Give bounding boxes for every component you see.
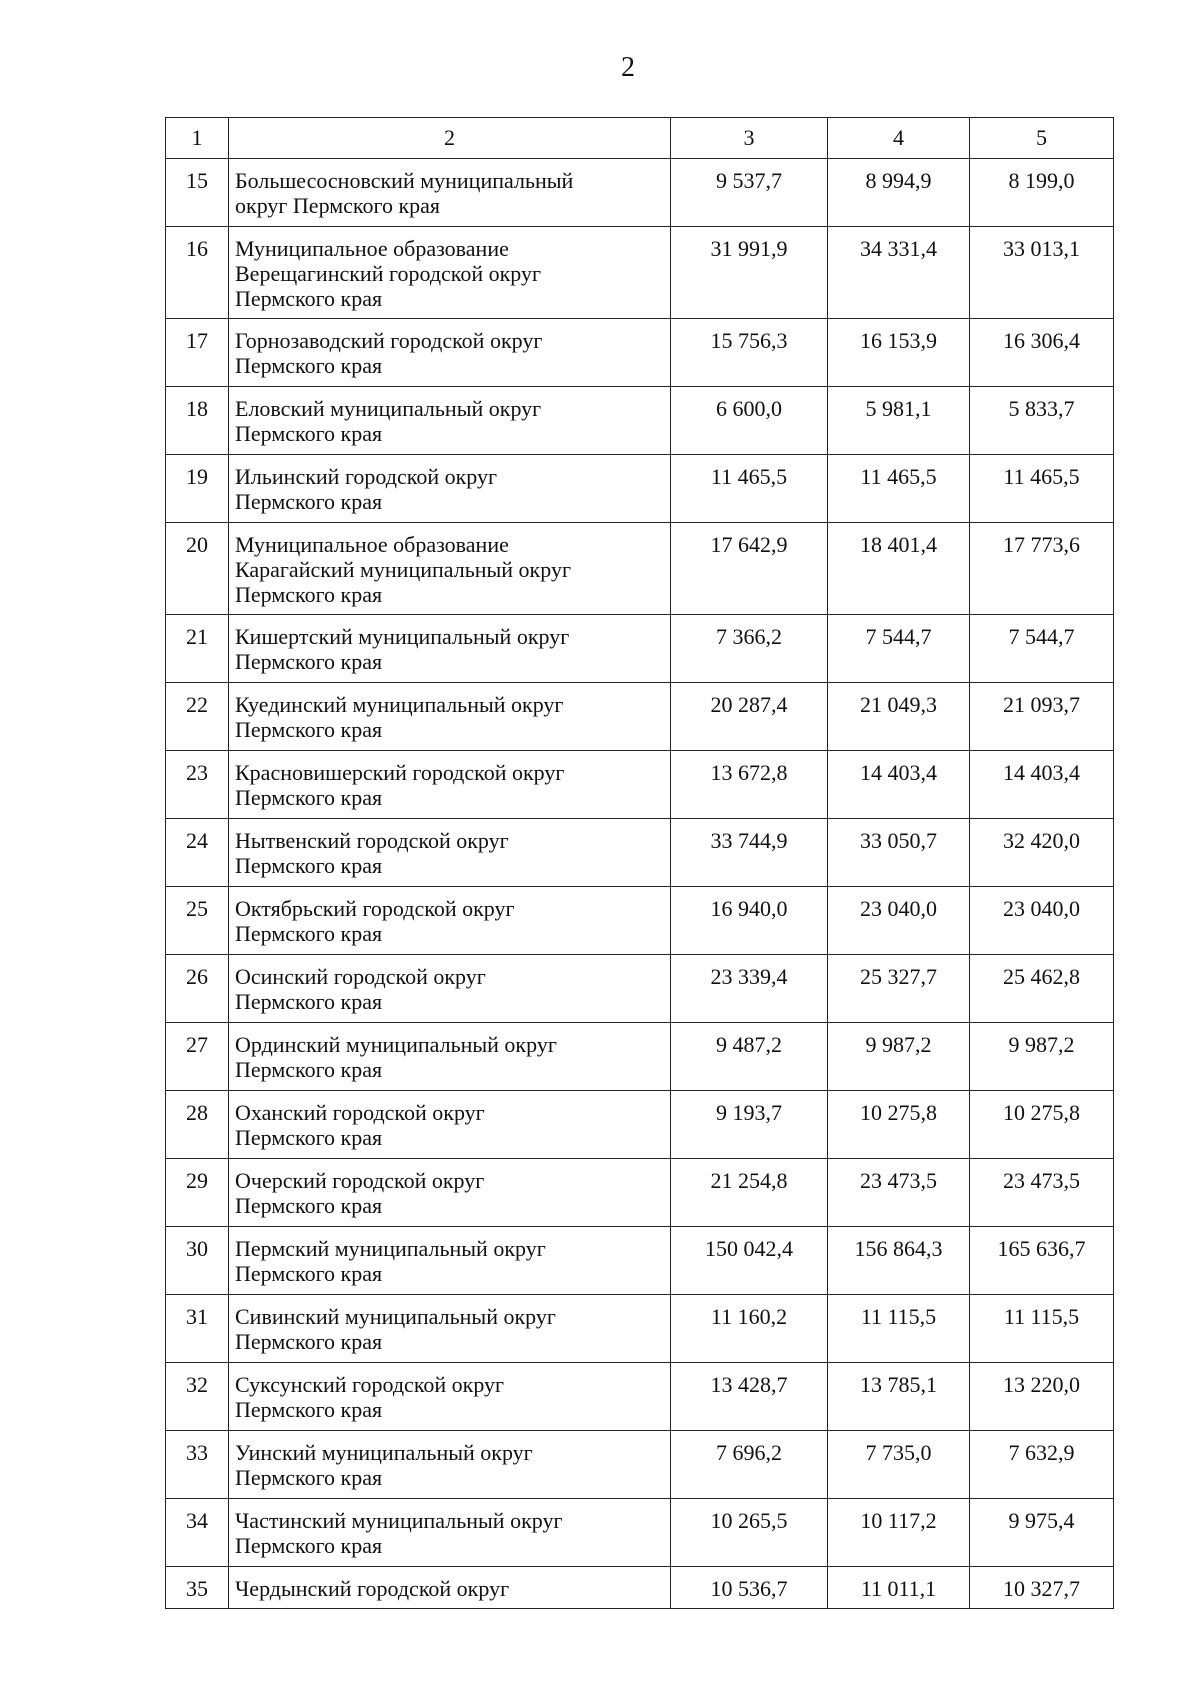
column-header-5: 5 [970,118,1114,159]
table-row [166,955,1114,1023]
row-number-cell: 15 [166,159,229,227]
municipality-name-cell: Частинский муниципальный округ Пермского края [229,1499,671,1567]
value-col3-cell: 21 254,8 [671,1159,828,1227]
value-col3-cell: 10 536,7 [671,1567,828,1609]
table-row [166,1227,1114,1295]
municipality-name-cell: Суксунский городской округ Пермского края [229,1363,671,1431]
row-number-cell: 17 [166,319,229,387]
value-col4-cell: 25 327,7 [828,955,970,1023]
value-col5-cell: 7 632,9 [970,1431,1114,1499]
value-col3-cell: 6 600,0 [671,387,828,455]
value-col5-cell: 10 275,8 [970,1091,1114,1159]
value-col4-cell: 11 465,5 [828,455,970,523]
municipality-name-cell: Уинский муниципальный округ Пермского края [229,1431,671,1499]
value-col4-cell: 14 403,4 [828,751,970,819]
value-col5-cell: 17 773,6 [970,523,1114,615]
row-number-cell: 33 [166,1431,229,1499]
value-col4-cell: 5 981,1 [828,387,970,455]
municipality-name-cell: Оханский городской округ Пермского края [229,1091,671,1159]
row-number-cell: 34 [166,1499,229,1567]
municipality-name-cell: Сивинский муниципальный округ Пермского края [229,1295,671,1363]
value-col4-cell: 11 115,5 [828,1295,970,1363]
value-col4-cell: 34 331,4 [828,227,970,319]
value-col3-cell: 11 465,5 [671,455,828,523]
municipality-name-cell: Пермский муниципальный округ Пермского края [229,1227,671,1295]
value-col5-cell: 32 420,0 [970,819,1114,887]
value-col5-cell: 10 327,7 [970,1567,1114,1609]
municipality-name-cell: Горнозаводский городской округ Пермского края [229,319,671,387]
table-row [166,1023,1114,1091]
value-col5-cell: 25 462,8 [970,955,1114,1023]
table-row [166,751,1114,819]
municipality-name-cell: Нытвенский городской округ Пермского края [229,819,671,887]
row-number-cell: 28 [166,1091,229,1159]
value-col4-cell: 10 117,2 [828,1499,970,1567]
value-col3-cell: 31 991,9 [671,227,828,319]
table-row [166,1567,1114,1609]
table-row [166,683,1114,751]
row-number-cell: 24 [166,819,229,887]
row-number-cell: 20 [166,523,229,615]
value-col4-cell: 33 050,7 [828,819,970,887]
table-row [166,615,1114,683]
value-col3-cell: 16 940,0 [671,887,828,955]
value-col5-cell: 33 013,1 [970,227,1114,319]
value-col4-cell: 18 401,4 [828,523,970,615]
value-col3-cell: 15 756,3 [671,319,828,387]
row-number-cell: 26 [166,955,229,1023]
value-col5-cell: 9 987,2 [970,1023,1114,1091]
value-col5-cell: 23 040,0 [970,887,1114,955]
municipality-name-cell: Чердынский городской округ [229,1567,671,1609]
value-col5-cell: 11 115,5 [970,1295,1114,1363]
table-row [166,1499,1114,1567]
budget-table [165,117,1114,1609]
value-col5-cell: 23 473,5 [970,1159,1114,1227]
table-header-row [166,118,1114,159]
row-number-cell: 19 [166,455,229,523]
row-number-cell: 16 [166,227,229,319]
page-number: 2 [621,52,635,83]
value-col5-cell: 14 403,4 [970,751,1114,819]
value-col4-cell: 9 987,2 [828,1023,970,1091]
municipality-name-cell: Куединский муниципальный округ Пермского края [229,683,671,751]
table-row [166,319,1114,387]
municipality-name-cell: Кишертский муниципальный округ Пермского края [229,615,671,683]
table-row [166,1159,1114,1227]
value-col3-cell: 9 487,2 [671,1023,828,1091]
value-col3-cell: 150 042,4 [671,1227,828,1295]
column-header-2: 2 [229,118,671,159]
row-number-cell: 31 [166,1295,229,1363]
municipality-name-cell: Муниципальное образование Карагайский муниципальный округ Пермского края [229,523,671,615]
row-number-cell: 29 [166,1159,229,1227]
value-col4-cell: 21 049,3 [828,683,970,751]
row-number-cell: 35 [166,1567,229,1609]
value-col4-cell: 23 040,0 [828,887,970,955]
value-col3-cell: 7 696,2 [671,1431,828,1499]
table-row [166,1295,1114,1363]
table-row [166,1363,1114,1431]
municipality-name-cell: Еловский муниципальный округ Пермского края [229,387,671,455]
table-row [166,455,1114,523]
value-col4-cell: 7 544,7 [828,615,970,683]
table-row [166,819,1114,887]
table-row [166,159,1114,227]
table-row [166,387,1114,455]
value-col4-cell: 8 994,9 [828,159,970,227]
municipality-name-cell: Большесосновский муниципальный округ Пермского края [229,159,671,227]
value-col3-cell: 20 287,4 [671,683,828,751]
value-col3-cell: 17 642,9 [671,523,828,615]
value-col3-cell: 9 193,7 [671,1091,828,1159]
value-col5-cell: 5 833,7 [970,387,1114,455]
column-header-1: 1 [166,118,229,159]
table-row [166,227,1114,319]
row-number-cell: 23 [166,751,229,819]
value-col4-cell: 16 153,9 [828,319,970,387]
row-number-cell: 22 [166,683,229,751]
value-col5-cell: 21 093,7 [970,683,1114,751]
value-col3-cell: 33 744,9 [671,819,828,887]
municipality-name-cell: Очерский городской округ Пермского края [229,1159,671,1227]
value-col5-cell: 13 220,0 [970,1363,1114,1431]
value-col4-cell: 156 864,3 [828,1227,970,1295]
municipality-name-cell: Ильинский городской округ Пермского края [229,455,671,523]
municipality-name-cell: Осинский городской округ Пермского края [229,955,671,1023]
column-header-3: 3 [671,118,828,159]
municipality-name-cell: Красновишерский городской округ Пермского края [229,751,671,819]
value-col3-cell: 7 366,2 [671,615,828,683]
value-col4-cell: 23 473,5 [828,1159,970,1227]
value-col3-cell: 13 428,7 [671,1363,828,1431]
municipality-name-cell: Октябрьский городской округ Пермского края [229,887,671,955]
column-header-4: 4 [828,118,970,159]
value-col5-cell: 9 975,4 [970,1499,1114,1567]
value-col3-cell: 13 672,8 [671,751,828,819]
row-number-cell: 30 [166,1227,229,1295]
row-number-cell: 32 [166,1363,229,1431]
municipality-name-cell: Муниципальное образование Верещагинский городской округ Пермского края [229,227,671,319]
value-col4-cell: 10 275,8 [828,1091,970,1159]
value-col3-cell: 9 537,7 [671,159,828,227]
value-col5-cell: 11 465,5 [970,455,1114,523]
table-row [166,523,1114,615]
value-col3-cell: 23 339,4 [671,955,828,1023]
row-number-cell: 25 [166,887,229,955]
table-row [166,1091,1114,1159]
table-row [166,1431,1114,1499]
value-col4-cell: 11 011,1 [828,1567,970,1609]
municipality-name-cell: Ординский муниципальный округ Пермского края [229,1023,671,1091]
table-row [166,887,1114,955]
row-number-cell: 27 [166,1023,229,1091]
table-body [166,159,1114,1609]
value-col3-cell: 10 265,5 [671,1499,828,1567]
value-col3-cell: 11 160,2 [671,1295,828,1363]
value-col4-cell: 7 735,0 [828,1431,970,1499]
value-col5-cell: 7 544,7 [970,615,1114,683]
value-col5-cell: 16 306,4 [970,319,1114,387]
value-col5-cell: 8 199,0 [970,159,1114,227]
value-col5-cell: 165 636,7 [970,1227,1114,1295]
row-number-cell: 21 [166,615,229,683]
row-number-cell: 18 [166,387,229,455]
value-col4-cell: 13 785,1 [828,1363,970,1431]
